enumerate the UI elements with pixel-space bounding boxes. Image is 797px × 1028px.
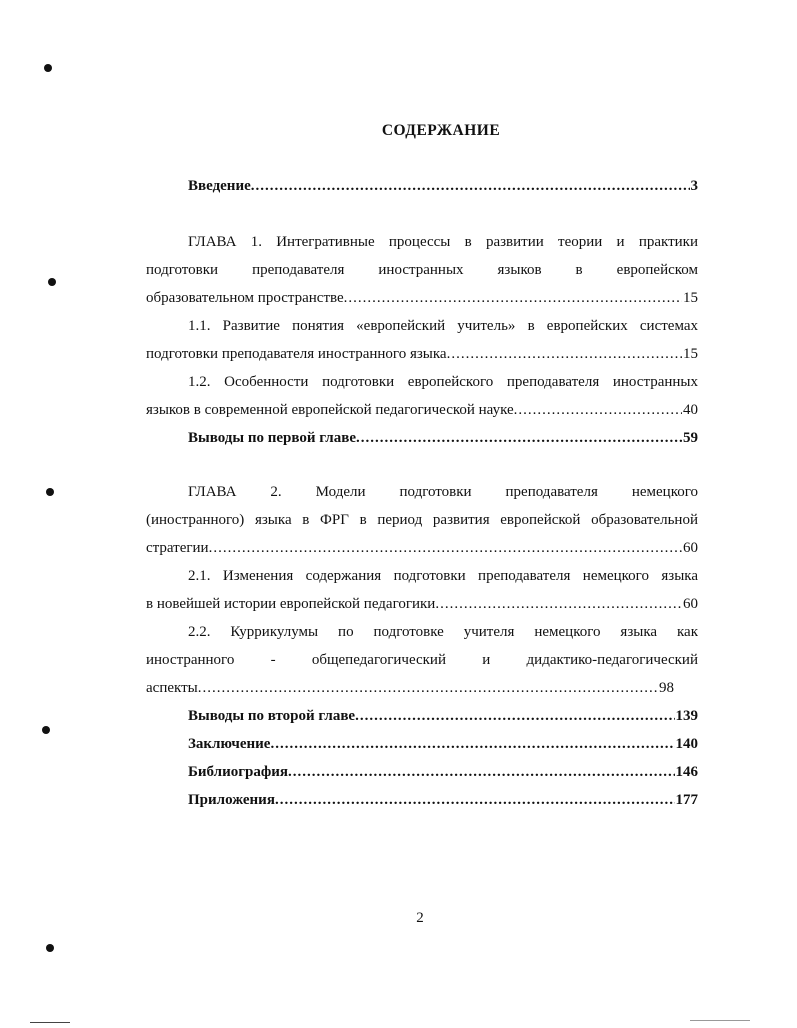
dot-leader: [288, 761, 674, 783]
toc-entry-intro: [146, 175, 698, 197]
scan-mark: [30, 1022, 70, 1023]
toc-section-1-1-line2: [146, 343, 698, 365]
dot-leader: [435, 593, 682, 615]
toc-entry-label: Выводы по второй главе: [188, 708, 356, 724]
toc-entry-label: Выводы по первой главе: [188, 430, 356, 446]
dot-leader: [209, 537, 682, 559]
toc-chapter2-line1: ГЛАВА 2. Модели подготовки преподавателя немецкого: [188, 484, 698, 500]
toc-entry-label: аспекты: [146, 680, 198, 696]
toc-entry-page: 140: [675, 736, 698, 752]
toc-entry-page: 146: [675, 764, 698, 780]
toc-entry-label: языков в современной европейской педагогической науке: [146, 402, 514, 418]
dot-leader: [447, 343, 682, 365]
toc-section-2-1-line2: [146, 593, 698, 615]
toc-section-2-2-line1: 2.2. Куррикулумы по подготовке учителя немецкого языка как: [188, 624, 698, 640]
binding-hole: [48, 278, 56, 286]
toc-entry-label: Библиография: [188, 764, 289, 780]
toc-entry-page: 3: [690, 178, 698, 194]
binding-hole: [44, 64, 52, 72]
toc-entry-bibliography: [146, 761, 698, 783]
page-title: СОДЕРЖАНИЕ: [381, 122, 501, 139]
toc-entry-page: 15: [683, 346, 698, 362]
dot-leader: [356, 427, 682, 449]
toc-entry-page: 177: [675, 792, 698, 808]
toc-entry-page: 60: [683, 540, 698, 556]
toc-entry-label: подготовки преподавателя иностранного языка: [146, 346, 447, 362]
toc-entry-appendices: [146, 789, 698, 811]
scan-mark: [690, 1020, 750, 1021]
toc-entry-label: Введение: [188, 178, 251, 194]
toc-entry-closing: [146, 733, 698, 755]
toc-chapter1-line3: [146, 287, 698, 309]
toc-entry-label: Заключение: [188, 736, 271, 752]
toc-chapter1-line1: ГЛАВА 1. Интегративные процессы в развитии теории и практики: [188, 234, 698, 250]
toc-section-1-1-line1: 1.1. Развитие понятия «европейский учитель» в европейских системах: [188, 318, 698, 334]
dot-leader: [355, 705, 674, 727]
dot-leader: [344, 287, 682, 309]
binding-hole: [46, 944, 54, 952]
toc-entry-chapter1-conclusion: [146, 427, 698, 449]
toc-section-1-2-line1: 1.2. Особенности подготовки европейского преподавателя иностранных: [188, 374, 698, 390]
dot-leader: [251, 175, 690, 197]
toc-entry-label: Приложения: [188, 792, 275, 808]
toc-entry-page: 59: [683, 430, 698, 446]
binding-hole: [46, 488, 54, 496]
binding-hole: [42, 726, 50, 734]
toc-section-2-2-line2: иностранного - общепедагогический и дидактико-педагогический: [146, 652, 698, 668]
toc-entry-page: 98: [659, 680, 674, 696]
toc-section-2-1-line1: 2.1. Изменения содержания подготовки преподавателя немецкого языка: [188, 568, 698, 584]
toc-entry-label: образовательном пространстве: [146, 290, 344, 306]
dot-leader: [275, 789, 675, 811]
toc-chapter1-line2: подготовки преподавателя иностранных языков в европейском: [146, 262, 698, 278]
dot-leader: [270, 733, 674, 755]
toc-entry-page: 60: [683, 596, 698, 612]
toc-entry-label: в новейшей истории европейской педагогики: [146, 596, 436, 612]
toc-entry-chapter2-conclusion: [146, 705, 698, 727]
toc-chapter2-line3: [146, 537, 698, 559]
page-number: 2: [416, 910, 424, 926]
toc-section-1-2-line2: [146, 399, 698, 421]
dot-leader: [198, 677, 658, 699]
toc-section-2-2-line3: [146, 677, 674, 699]
toc-entry-page: 139: [675, 708, 698, 724]
toc-chapter2-line2: (иностранного) языка в ФРГ в период развития европейской образовательной: [146, 512, 698, 528]
toc-entry-page: 15: [683, 290, 698, 306]
toc-entry-page: 40: [683, 402, 698, 418]
toc-entry-label: стратегии: [146, 540, 209, 556]
dot-leader: [514, 399, 682, 421]
